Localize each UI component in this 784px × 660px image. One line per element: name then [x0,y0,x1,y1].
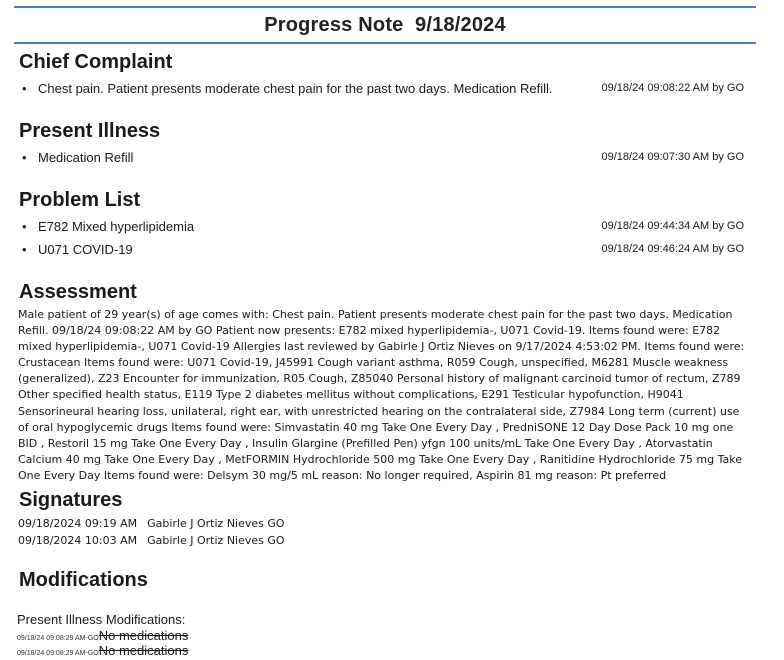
modification-timestamp: 09/18/24 09:08:29 AM-GO [17,635,99,642]
chief-complaint-timestamp: 09/18/24 09:08:22 AM by GO [601,82,744,94]
modification-timestamp: 09/18/24 09:08:29 AM-GO [17,650,99,657]
problem-list-item [22,242,744,260]
modification-entry [17,642,188,660]
problem-list-heading: Problem List [19,189,141,211]
modification-text: No medications [98,628,189,643]
assessment-text: Male patient of 29 year(s) of age comes with: Chest pain. Patient presents moderate chest pain for the past two days. Medication Refill. 09/18/24 09:08:22 AM by GO Patient now presents: E782 mixed hyperlipidemia-, U071 Covid-19. Items found were: E782 mixed hyperlipidemia-, U071 Covid-19 Allergies last reviewed by Gabirle J Ortiz Nieves on 9/17/2024 4:53:02 PM. Items found were: Crustacean Items found were: U071 Covid-19, J45991 Cough variant asthma, R059 Cough, unspecified, M6281 Muscle weakness (generalized), Z23 Encounter for immunization, R05 Cough, Z85040 Personal history of malignant carcinoid tumor of rectum, Z789 Other specified health status, E119 Type 2 diabetes mellitus without complications, E291 Testicular hypofunction, H9041 Sensorineural hearing loss, unilateral, right ear, with unrestricted hearing on the contralateral side, Z7984 Long term (current) use of oral hypoglycemic drugs Items found were: Simvastatin 40 mg Take One Every Day , PredniSONE 12 Day Dose Pack 10 mg one BID , Restoril 15 mg Take One Every Day , Insulin Glargine (Prefilled Pen) yfgn 100 units/mL Take One Every Day , Atorvastatin Calcium 40 mg Take One Every Day , MetFORMIN Hydrochloride 500 mg Take One Every Day , Ranitidine Hydrochloride 75 mg Take One Every Day Items found were: Delsym 30 mg/5 mL reason: No longer required, Aspirin 81 mg reason: Pt preferred [18,308,745,482]
problem-text: E782 Mixed hyperlipidemia [38,219,195,234]
bullet-icon: • [22,242,27,257]
problem-timestamp: 09/18/24 09:44:34 AM by GO [601,220,744,232]
signature-name: Gabirle J Ortiz Nieves GO [147,517,285,530]
assessment-heading: Assessment [19,281,137,303]
signature-datetime: 09/18/2024 10:03 AM [18,534,138,547]
bullet-icon: • [22,150,27,165]
modification-text: No medications [98,643,189,658]
present-illness-heading: Present Illness [19,120,161,142]
problem-timestamp: 09/18/24 09:46:24 AM by GO [601,243,744,255]
chief-complaint-heading: Chief Complaint [19,51,173,73]
note-header [14,6,756,44]
bullet-icon: • [22,81,27,96]
present-illness-text: Medication Refill [38,150,134,165]
chief-complaint-item [22,81,744,99]
signature-row [18,534,285,547]
present-illness-item [22,150,744,168]
signature-name: Gabirle J Ortiz Nieves GO [147,534,285,547]
signature-row [18,517,285,530]
bullet-icon: • [22,219,27,234]
modifications-heading: Modifications [19,569,148,591]
signatures-heading: Signatures [19,489,123,511]
signature-datetime: 09/18/2024 09:19 AM [18,517,138,530]
present-illness-timestamp: 09/18/24 09:07:30 AM by GO [601,151,744,163]
problem-text: U071 COVID-19 [38,242,133,257]
chief-complaint-text: Chest pain. Patient presents moderate chest pain for the past two days. Medication Refill. [38,81,553,96]
modifications-label: Present Illness Modifications: [17,612,186,627]
note-title: Progress Note 9/18/2024 [264,13,506,36]
problem-list-item [22,219,744,237]
